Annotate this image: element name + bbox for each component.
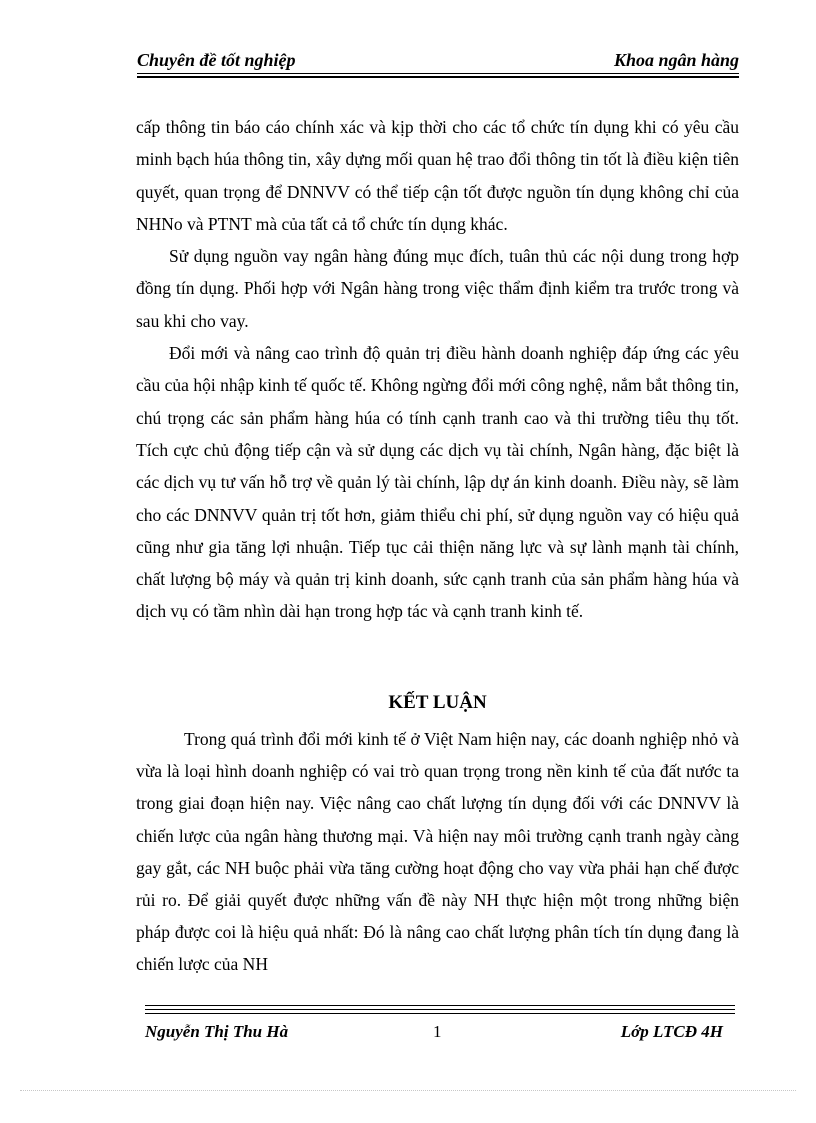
conclusion-heading: KẾT LUẬN — [388, 692, 487, 713]
header-title: Chuyên đề tốt nghiệp — [137, 50, 296, 70]
paragraph-3: Đổi mới và nâng cao trình độ quản trị điều hành doanh nghiệp đáp ứng các yêu cầu của hội nhập kinh tế quốc tế. Không ngừng đổi mới công nghệ, nắm bắt thông tin, chú trọng các sản phẩm hàng húa có tính cạnh tranh cao và thi trường tiêu thụ tốt. Tích cực chủ động tiếp cận và sử dụng các dịch vụ tài chính, Ngân hàng, đặc biệt là các dịch vụ tư vấn hỗ trợ về quản lý tài chính, lập dự án kinh doanh. Điều này, sẽ làm cho các DNNVV quản trị tốt hơn, giảm thiểu chi phí, sử dụng nguồn vay có hiệu quả cũng như gia tăng lợi nhuận. Tiếp tục cải thiện năng lực và sự lành mạnh tài chính, chất lượng bộ máy và quản trị kinh doanh, sức cạnh tranh của sản phẩm hàng húa và dịch vụ có tầm nhìn dài hạn trong hợp tác và cạnh tranh kinh tế. — [136, 343, 739, 622]
footer-author: Nguyễn Thị Thu Hà — [145, 1022, 289, 1041]
footer-divider-middle — [145, 1009, 735, 1010]
paragraph-1: cấp thông tin báo cáo chính xác và kịp thời cho các tổ chức tín dụng khi có yêu cầu minh bạch húa thông tin, xây dựng mối quan hệ trao đổi thông tin tốt là điều kiện tiên quyết, quan trọng để DNNVV có thể tiếp cận tốt được nguồn tín dụng không chỉ của NHNo và PTNT mà của tất cả tổ chức tín dụng khác. — [136, 117, 739, 234]
page-footer — [145, 1022, 735, 1048]
page-bottom-edge — [20, 1090, 796, 1091]
page-number: 1 — [433, 1022, 442, 1041]
body-text — [136, 111, 739, 628]
footer-class: Lớp LTCĐ 4H — [620, 1022, 723, 1041]
footer-divider-bottom — [145, 1013, 735, 1014]
paragraph-2: Sử dụng nguồn vay ngân hàng đúng mục đích, tuân thủ các nội dung trong hợp đồng tín dụng. Phối hợp với Ngân hàng trong việc thẩm định kiểm tra trước trong và sau khi cho vay. — [136, 246, 739, 331]
header-divider — [137, 73, 739, 78]
conclusion-text — [136, 723, 739, 981]
page-header — [137, 48, 739, 74]
header-department: Khoa ngân hàng — [613, 50, 739, 70]
footer-divider-top — [145, 1005, 735, 1006]
conclusion-paragraph: Trong quá trình đổi mới kinh tế ở Việt Nam hiện nay, các doanh nghiệp nhỏ và vừa là loại hình doanh nghiệp có vai trò quan trọng trong nền kinh tế của đất nước ta trong giai đoạn hiện nay. Việc nâng cao chất lượng tín dụng đối với các DNNVV là chiến lược của ngân hàng thương mại. Và hiện nay môi trường cạnh tranh ngày càng gay gắt, các NH buộc phải vừa tăng cường hoạt động cho vay vừa phải hạn chế được rủi ro. Để giải quyết được những vấn đề này NH thực hiện một trong những biện pháp được coi là hiệu quả nhất: Đó là nâng cao chất lượng phân tích tín dụng đang là chiến lược của NH — [136, 729, 739, 975]
